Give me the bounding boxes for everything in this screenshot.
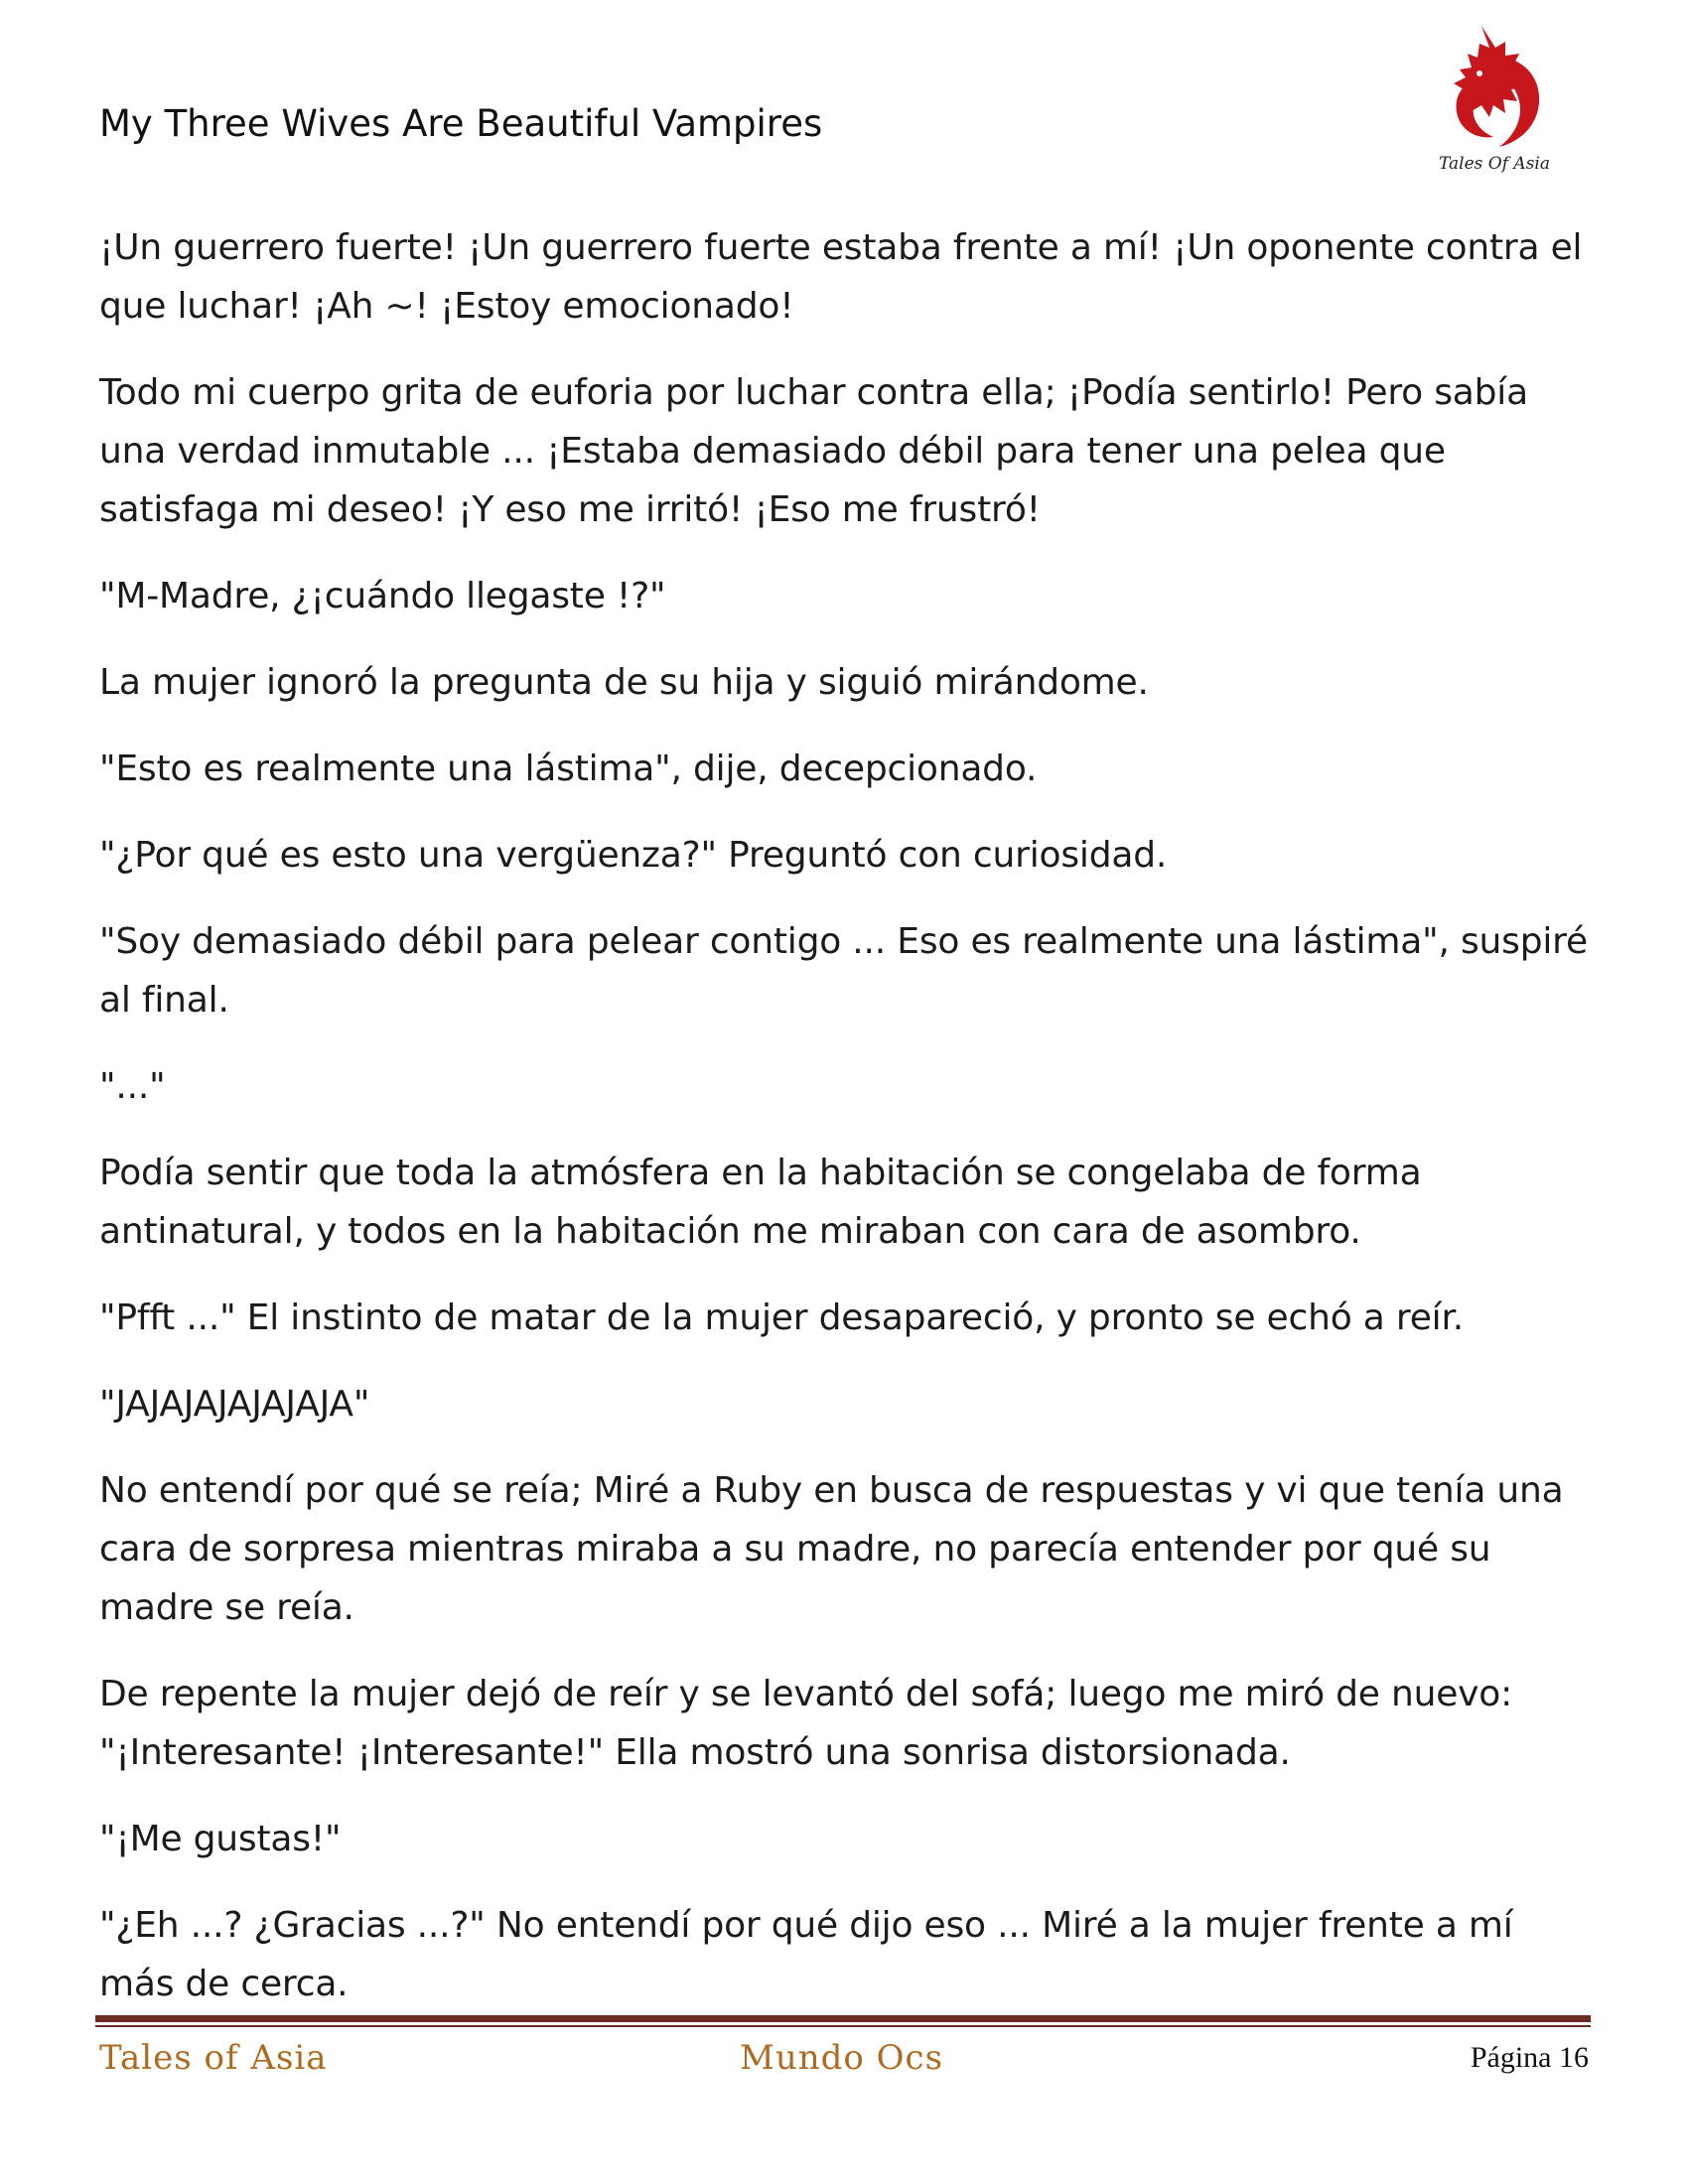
paragraph: "Esto es realmente una lástima", dije, decepcionado. — [99, 749, 1038, 789]
paragraph: Podía sentir que toda la atmósfera en la habitación se congelaba de forma antinatural, y todos en la habitación me miraban con cara de asombro. — [99, 1153, 1422, 1252]
paragraph: "¡Me gustas!" — [99, 1819, 342, 1859]
document-title: My Three Wives Are Beautiful Vampires — [99, 102, 823, 145]
document-body — [99, 218, 1589, 2041]
dragon-icon — [1454, 26, 1539, 147]
paragraph: "..." — [99, 1066, 166, 1107]
page-label: Página — [1470, 2041, 1552, 2074]
footer-brand: Tales of Asia — [99, 2038, 328, 2078]
paragraph: La mujer ignoró la pregunta de su hija y siguió mirándome. — [99, 662, 1149, 703]
paragraph: "Soy demasiado débil para pelear contigo ... Eso es realmente una lástima", suspiré al final. — [99, 921, 1588, 1021]
paragraph: "¿Eh ...? ¿Gracias ...?" No entendí por qué dijo eso ... Miré a la mujer frente a mí más de cerca. — [99, 1905, 1513, 2004]
paragraph: "¿Por qué es esto una vergüenza?" Preguntó con curiosidad. — [99, 835, 1168, 876]
page-number — [1471, 2035, 1589, 2081]
paragraph: "M-Madre, ¿¡cuándo llegaste !?" — [99, 576, 666, 616]
paragraph: Todo mi cuerpo grita de euforia por luchar contra ella; ¡Podía sentirlo! Pero sabía una verdad inmutable ... ¡Estaba demasiado débil para tener una pelea que satisfaga mi deseo! ¡Y eso me irritó! ¡Eso me frustró! — [99, 372, 1528, 530]
footer-section: Mundo Ocs — [740, 2038, 944, 2078]
tales-of-asia-logo — [1420, 18, 1569, 182]
page-number-value: 16 — [1559, 2041, 1589, 2074]
paragraph: De repente la mujer dejó de reír y se levantó del sofá; luego me miró de nuevo: "¡Interesante! ¡Interesante!" Ella mostró una sonrisa distorsionada. — [99, 1674, 1513, 1773]
footer-divider-thin — [95, 2025, 1591, 2027]
paragraph: ¡Un guerrero fuerte! ¡Un guerrero fuerte estaba frente a mí! ¡Un oponente contra el que luchar! ¡Ah ~! ¡Estoy emocionado! — [99, 227, 1583, 327]
logo-text: Tales Of Asia — [1439, 154, 1550, 174]
paragraph: "JAJAJAJAJAJAJA" — [99, 1384, 370, 1425]
paragraph: "Pfft ..." El instinto de matar de la mujer desapareció, y pronto se echó a reír. — [99, 1297, 1464, 1338]
paragraph: No entendí por qué se reía; Miré a Ruby en busca de respuestas y vi que tenía una cara de sorpresa mientras miraba a su madre, no parecía entender por qué su madre se reía. — [99, 1470, 1564, 1628]
footer-divider-thick — [95, 2015, 1591, 2022]
